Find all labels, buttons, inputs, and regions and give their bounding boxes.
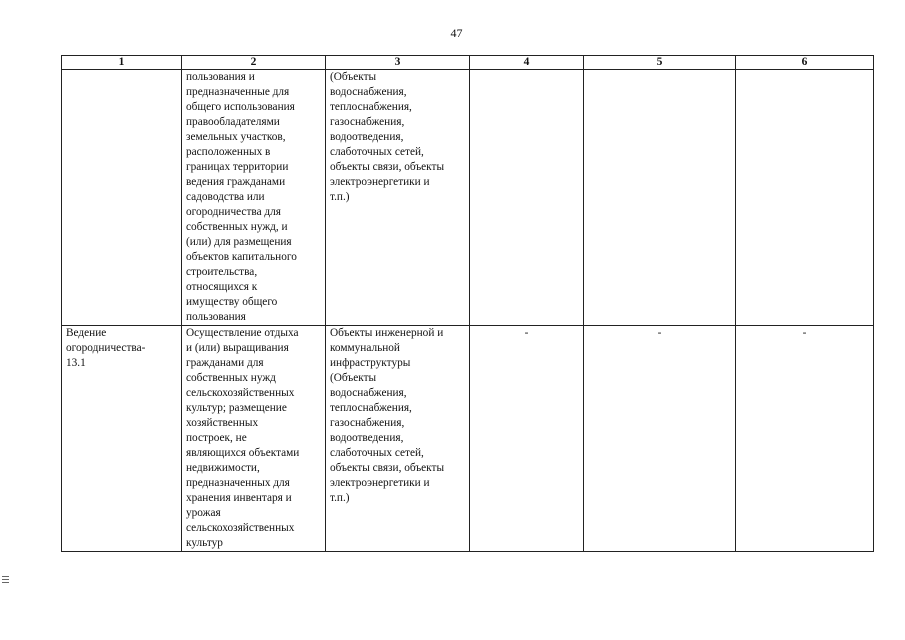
row1-col2-cell: пользования и предназначенные для общего использования правообладателями земельных участков, расположенных в границах территории ведения гражданами садоводства или огородничества для собственных нужд, и (или) для размещения объектов капитального строительства, относящихся к имуществу общего пользования [182, 70, 326, 326]
column-header-5: 5 [584, 56, 736, 70]
column-header-3: 3 [326, 56, 470, 70]
margin-scan-mark [2, 576, 9, 586]
row2-col2-cell: Осуществление отдыха и (или) выращивания гражданами для собственных нужд сельскохозяйственных культур; размещение хозяйственных построек, не являющихся объектами недвижимости, предназначенных для хранения инвентаря и урожая сельскохозяйственных культур [182, 326, 326, 552]
table-row [62, 326, 874, 552]
table-header-row [62, 56, 874, 70]
column-header-2: 2 [182, 56, 326, 70]
permitted-use-table [61, 55, 874, 552]
row2-col4-cell: - [470, 326, 584, 552]
row1-col1-cell [62, 70, 182, 326]
table-row [62, 70, 874, 326]
column-header-4: 4 [470, 56, 584, 70]
row2-col1-cell: Ведение огородничества- 13.1 [62, 326, 182, 552]
row2-col5-cell: - [584, 326, 736, 552]
row1-col3-cell: (Объекты водоснабжения, теплоснабжения, газоснабжения, водоотведения, слаботочных сетей, объекты связи, объекты электроэнергетики и т.п.) [326, 70, 470, 326]
row2-col6-cell: - [736, 326, 874, 552]
row1-col6-cell [736, 70, 874, 326]
row1-col4-cell [470, 70, 584, 326]
page-number: 47 [450, 26, 463, 40]
column-header-6: 6 [736, 56, 874, 70]
row2-col3-cell: Объекты инженерной и коммунальной инфраструктуры (Объекты водоснабжения, теплоснабжения, газоснабжения, водоотведения, слаботочных сетей, объекты связи, объекты электроэнергетики и т.п.) [326, 326, 470, 552]
column-header-1: 1 [62, 56, 182, 70]
row1-col5-cell [584, 70, 736, 326]
